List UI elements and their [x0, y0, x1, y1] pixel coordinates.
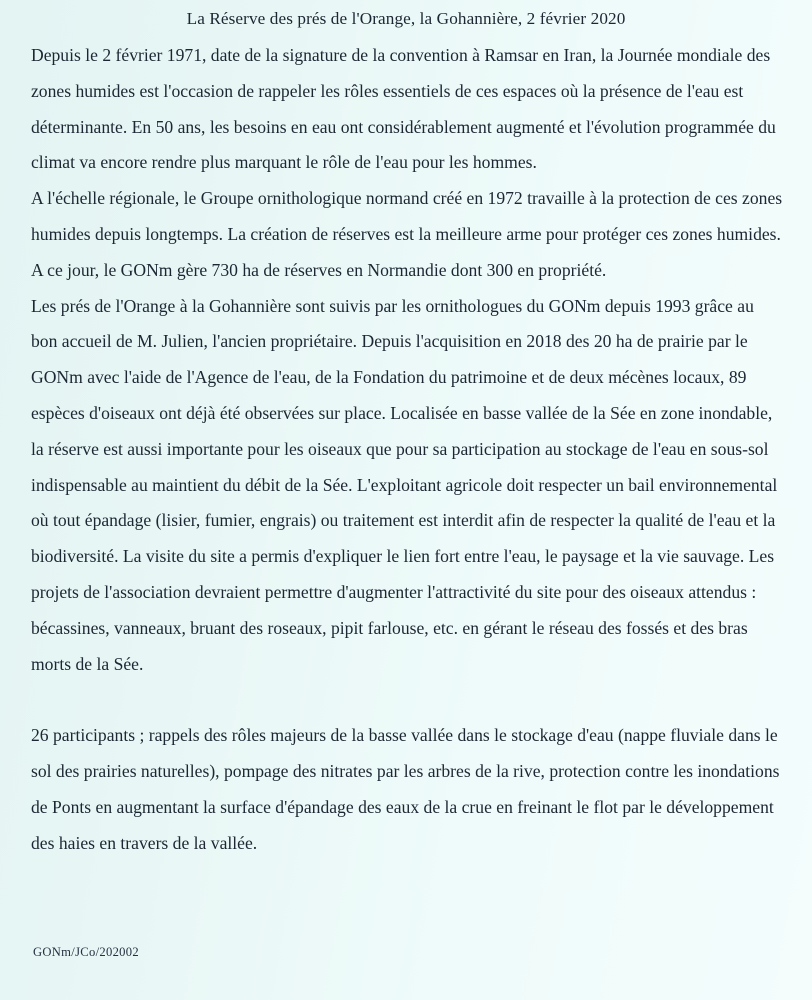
- paragraph-intro: Depuis le 2 février 1971, date de la signature de la convention à Ramsar en Iran, la Journée mondiale des zones humides est l'occasion de rappeler les rôles essentiels de ces espaces où la présence de l'eau est déterminante. En 50 ans, les besoins en eau ont considérablement augmenté et l'évolution programmée du climat va encore rendre plus marquant le rôle de l'eau pour les hommes.: [31, 45, 776, 173]
- document-body: [31, 38, 783, 861]
- document-reference-footer: GONm/JCo/202002: [33, 945, 139, 959]
- paragraph-regional-scale: A l'échelle régionale, le Groupe ornithologique normand créé en 1972 travaille à la protection de ces zones humides depuis longtemps. La création de réserves est la meilleure arme pour protéger ces zones humides. A ce jour, le GONm gère 730 ha de réserves en Normandie dont 300 en propriété.: [31, 188, 783, 280]
- paragraph-spacer: [31, 682, 783, 718]
- paragraph-reserve-description: Les prés de l'Orange à la Gohannière sont suivis par les ornithologues du GONm depuis 1993 grâce au bon accueil de M. Julien, l'ancien propriétaire. Depuis l'acquisition en 2018 des 20 ha de prairie par le GONm avec l'aide de l'Agence de l'eau, de la Fondation du patrimoine et de deux mécènes locaux, 89 espèces d'oiseaux ont déjà été observées sur place. Localisée en basse vallée de la Sée en zone inondable, la réserve est aussi importante pour les oiseaux que pour sa participation au stockage de l'eau en sous-sol indispensable au maintient du débit de la Sée. L'exploitant agricole doit respecter un bail environnemental où tout épandage (lisier, fumier, engrais) ou traitement est interdit afin de respecter la qualité de l'eau et la biodiversité. La visite du site a permis d'expliquer le lien fort entre l'eau, le paysage et la vie sauvage. Les projets de l'association devraient permettre d'augmenter l'attractivité du site pour des oiseaux attendus : bécassines, vanneaux, bruant des roseaux, pipit farlouse, etc. en gérant le réseau des fossés et des bras morts de la Sée.: [31, 295, 778, 674]
- paragraph-participants: 26 participants ; rappels des rôles majeurs de la basse vallée dans le stockage d'eau (nappe fluviale dans le sol des prairies naturelles), pompage des nitrates par les arbres de la rive, protection contre les inondations de Ponts en augmentant la surface d'épandage des eaux de la crue en freinant le flot par le développement des haies en travers de la vallée.: [31, 725, 780, 853]
- page-title: La Réserve des prés de l'Orange, la Gohannière, 2 février 2020: [186, 9, 626, 28]
